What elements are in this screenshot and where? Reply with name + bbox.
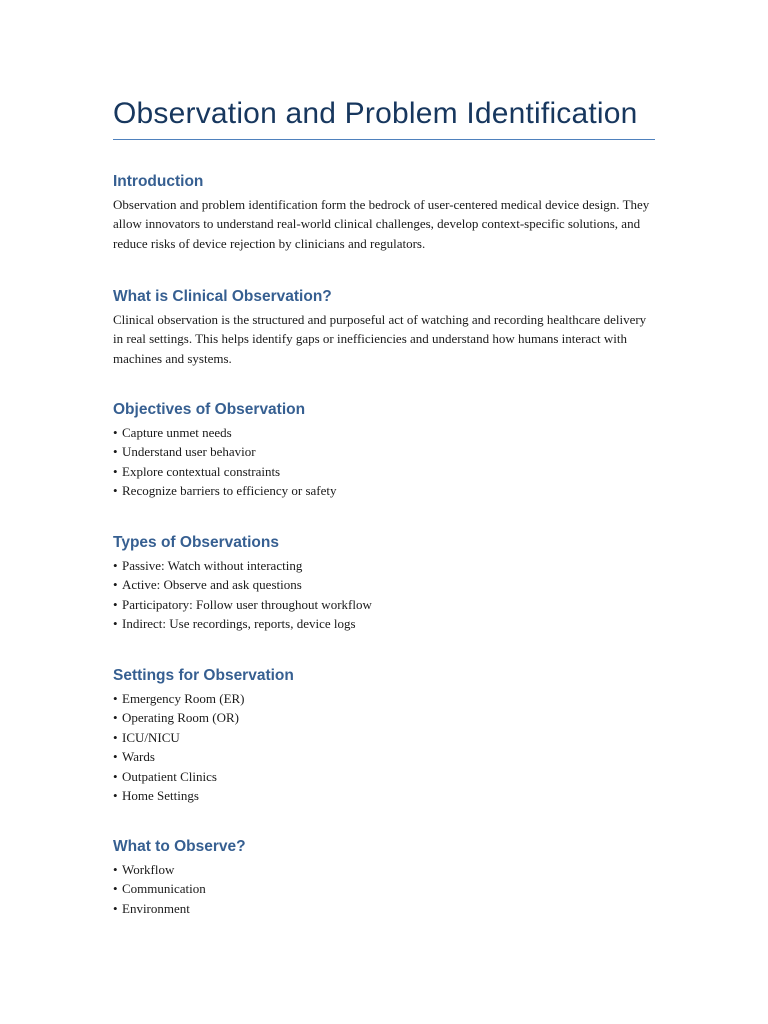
section-introduction [113,171,656,253]
list-item-text: Participatory: Follow user throughout workflow [122,596,372,612]
list-item [113,899,656,918]
list-item-text: Capture unmet needs [122,425,232,440]
list-item [113,728,656,747]
list-item [113,462,656,481]
list-item-text: Passive: Watch without interacting [122,558,303,573]
title-divider [113,139,655,140]
bullet-icon: • [113,616,118,632]
section-paragraph: Observation and problem identification form the bedrock of user-centered medical device design. They allow innovators to understand real-world clinical challenges, develop context-specific solutions, and reduce risks of device rejection by clinicians and regulators. [113,197,650,251]
bullet-icon: • [113,483,118,499]
bullet-list [113,689,656,805]
bullet-icon: • [113,558,118,573]
list-item [113,575,656,594]
bullet-icon: • [113,425,118,440]
bullet-list [113,423,656,501]
list-item-text: Outpatient Clinics [122,768,217,784]
list-item [113,860,656,879]
list-item-text: Emergency Room (ER) [122,691,245,706]
list-item-text: Operating Room (OR) [122,710,239,726]
section-heading: Types of Observations [113,534,279,551]
list-item [113,442,656,461]
bullet-icon: • [113,900,118,916]
list-item-text: ICU/NICU [122,729,180,745]
bullet-icon: • [113,577,118,593]
list-item [113,423,656,442]
bullet-icon: • [113,729,118,745]
list-item-text: Communication [122,881,206,897]
bullet-icon: • [113,788,118,804]
list-item [113,689,656,708]
list-item [113,614,656,633]
section-heading: Settings for Observation [113,667,294,684]
page-title: Observation and Problem Identification [113,97,638,130]
bullet-icon: • [113,444,118,460]
list-item-text: Workflow [122,862,175,877]
bullet-icon: • [113,710,118,726]
list-item [113,595,656,614]
list-item [113,879,656,898]
section-heading: Introduction [113,173,204,190]
bullet-icon: • [113,596,118,612]
section-heading: Objectives of Observation [113,401,306,418]
section-types [113,532,656,634]
list-item [113,747,656,766]
bullet-list [113,860,656,918]
list-item-text: Active: Observe and ask questions [122,577,302,593]
bullet-icon: • [113,881,118,897]
list-item-text: Wards [122,749,155,765]
list-item-text: Environment [122,900,190,916]
list-item-text: Recognize barriers to efficiency or safety [122,483,337,499]
bullet-icon: • [113,768,118,784]
list-item-text: Understand user behavior [122,444,256,460]
bullet-icon: • [113,691,118,706]
bullet-icon: • [113,749,118,765]
section-paragraph: Clinical observation is the structured and purposeful act of watching and recording healthcare delivery in real settings. This helps identify gaps or inefficiencies and understand how humans interact with machines and systems. [113,312,647,366]
section-what-to-observe [113,836,656,918]
list-item [113,481,656,500]
list-item [113,556,656,575]
bullet-list [113,556,656,634]
list-item [113,708,656,727]
section-heading: What to Observe? [113,838,246,855]
bullet-icon: • [113,862,118,877]
section-clinical-observation [113,286,656,368]
section-settings [113,665,656,805]
section-objectives [113,399,656,501]
bullet-icon: • [113,463,118,479]
list-item-text: Home Settings [122,788,199,804]
list-item-text: Explore contextual constraints [122,463,281,479]
list-item [113,767,656,786]
document-page [113,94,656,916]
section-heading: What is Clinical Observation? [113,288,332,305]
list-item-text: Indirect: Use recordings, reports, device logs [122,616,356,632]
list-item [113,786,656,805]
